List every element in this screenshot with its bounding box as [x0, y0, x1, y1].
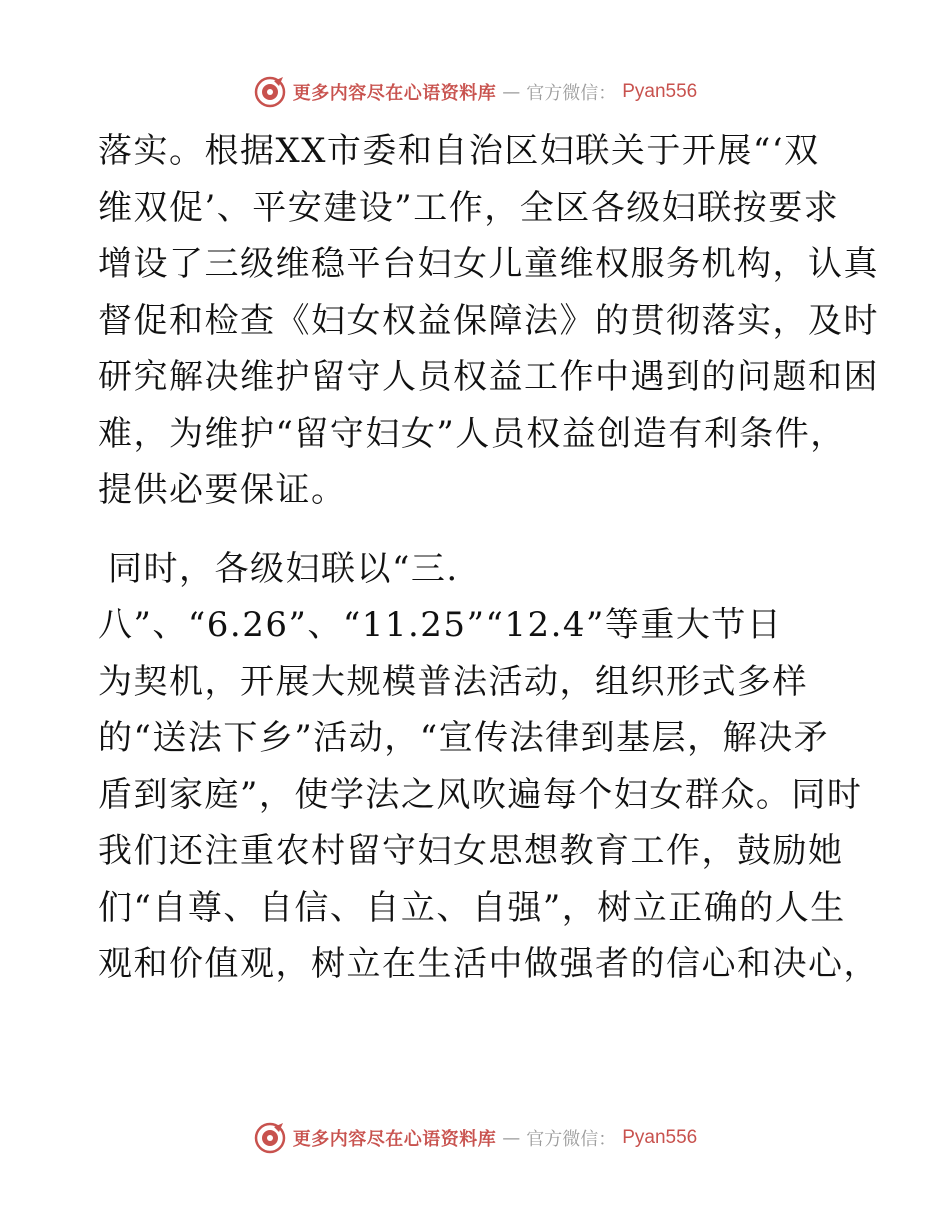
text-line: 的“送法下乡”活动，“宣传法律到基层，解决矛	[98, 718, 830, 758]
footer-wechat-label: 官方微信：	[526, 1129, 617, 1150]
paragraph-gap	[98, 519, 858, 541]
text-line: 提供必要保证。	[98, 470, 347, 510]
document-body	[98, 123, 879, 993]
header-banner	[0, 72, 950, 112]
footer-brand-text: 更多内容尽在心语资料库	[292, 1129, 497, 1150]
text-line: 同时，各级妇联以“三.	[108, 548, 459, 589]
text-line: 我们还注重农村留守妇女思想教育工作，鼓励她	[98, 831, 844, 871]
text-line: 落实。根据XX市委和自治区妇联关于开展“‘双	[98, 131, 820, 171]
text-line: 维双促’、平安建设”工作，全区各级妇联按要求	[98, 187, 840, 228]
footer-wechat-id: Pyan556	[622, 1127, 698, 1148]
text-line: 们“自尊、自信、自立、自强”，树立正确的人生	[98, 887, 846, 928]
paragraph-2	[98, 541, 879, 993]
text-line: 难，为维护“留守妇女”人员权益创造有利条件，	[98, 413, 846, 454]
text-line: 观和价值观，树立在生活中做强者的信心和决心，	[98, 944, 879, 984]
text-line: 为契机，开展大规模普法活动，组织形式多样	[98, 661, 808, 702]
header-brand-text: 更多内容尽在心语资料库	[292, 83, 497, 104]
text-line: 研究解决维护留守人员权益工作中遇到的问题和困	[98, 357, 879, 397]
brand-logo-icon	[253, 75, 287, 109]
header-wechat-label: 官方微信：	[526, 83, 617, 104]
header-wechat-id: Pyan556	[622, 81, 698, 102]
text-line: 盾到家庭”，使学法之风吹遍每个妇女群众。同时	[98, 774, 863, 815]
footer-dash: —	[502, 1127, 521, 1149]
text-line: 八”、“6.26”、“11.25”“12.4”等重大节日	[98, 605, 783, 645]
brand-logo-icon	[253, 1121, 287, 1155]
text-line: 督促和检查《妇女权益保障法》的贯彻落实，及时	[98, 300, 879, 341]
header-dash: —	[502, 81, 521, 103]
paragraph-1	[98, 123, 879, 519]
text-line: 增设了三级维稳平台妇女儿童维权服务机构，认真	[98, 244, 879, 284]
footer-banner	[0, 1118, 950, 1158]
